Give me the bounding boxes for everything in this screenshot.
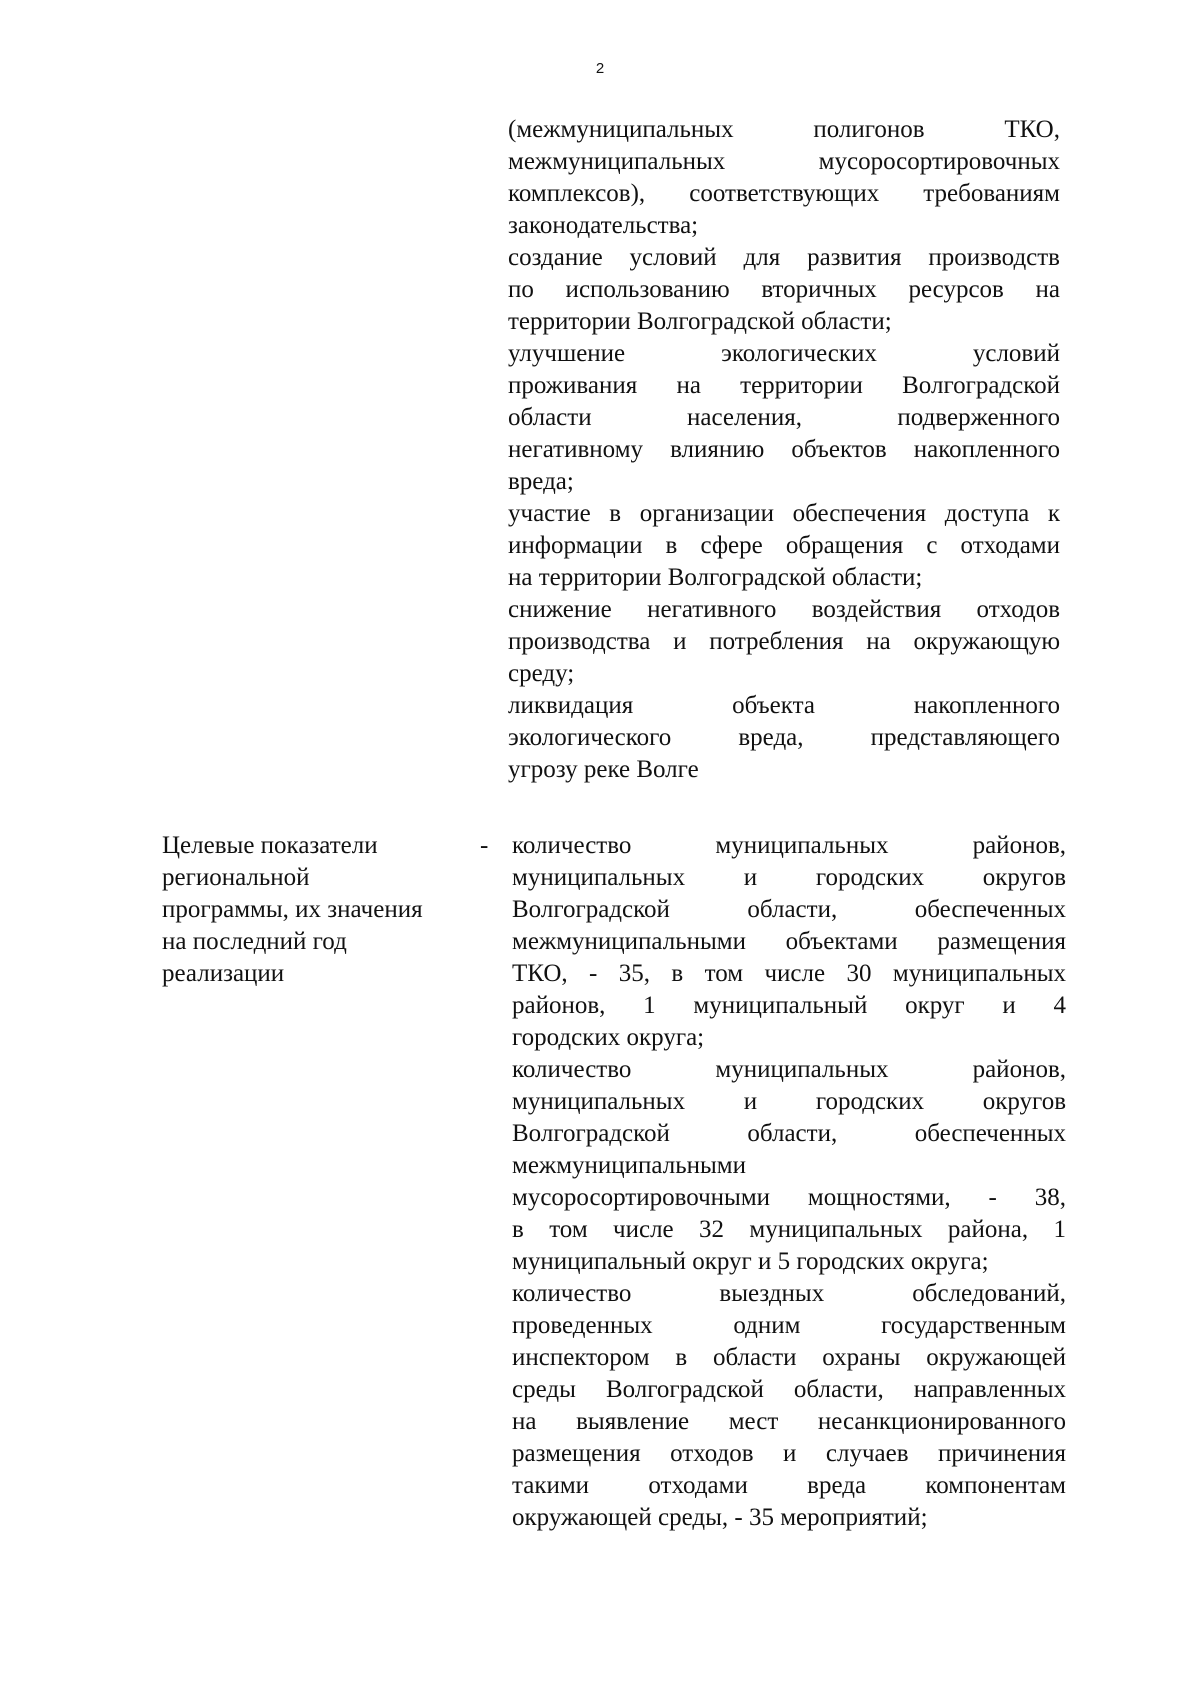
text-line: вреда; [508,468,574,495]
text-line: улучшение экологических условий [508,340,1060,367]
text-line: участие в организации обеспечения доступа к [508,500,1060,527]
text-line: информации в сфере обращения с отходами [508,532,1060,559]
text-line: муниципальных и городских округов [512,864,1066,891]
text-line: комплексов), соответствующих требованиям [508,180,1060,207]
text-line: законодательства; [508,212,699,239]
text-line: количество муниципальных районов, [512,1056,1066,1083]
text-line: мусоросортировочными мощностями, - 38, [512,1184,1066,1211]
text-line: ликвидация объекта накопленного [508,692,1060,719]
text-line: экологического вреда, представляющего [508,724,1060,751]
text-line: территории Волгоградской области; [508,308,892,335]
text-line: межмуниципальных мусоросортировочных [508,148,1060,175]
text-line: среду; [508,660,575,687]
text-line: инспектором в области охраны окружающей [512,1344,1066,1371]
text-line: проживания на территории Волгоградской [508,372,1060,399]
text-line: Волгоградской области, обеспеченных [512,896,1066,923]
text-line: среды Волгоградской области, направленных [512,1376,1066,1403]
text-line: снижение негативного воздействия отходов [508,596,1060,623]
text-line: такими отходами вреда компонентам [512,1472,1066,1499]
text-line: производства и потребления на окружающую [508,628,1060,655]
label-line: Целевые показатели [162,832,378,859]
page-number: 2 [595,60,605,77]
text-line: (межмуниципальных полигонов ТКО, [508,116,1060,143]
indicators-text-block [512,830,1066,1534]
indicators-label [162,830,462,990]
label-line: программы, их значения [162,896,423,923]
text-line: количество выездных обследований, [512,1280,1066,1307]
label-line: на последний год [162,928,347,955]
text-line: создание условий для развития производств [508,244,1060,271]
text-line: окружающей среды, - 35 мероприятий; [512,1504,928,1531]
text-line: на территории Волгоградской области; [508,564,923,591]
text-line: по использованию вторичных ресурсов на [508,276,1060,303]
text-line: на выявление мест несанкционированного [512,1408,1066,1435]
text-line: межмуниципальными [512,1152,746,1179]
text-line: районов, 1 муниципальный округ и 4 [512,992,1066,1019]
label-line: региональной [162,864,310,891]
label-line: реализации [162,960,285,987]
text-line: в том числе 32 муниципальных района, 1 [512,1216,1066,1243]
text-line: количество муниципальных районов, [512,832,1066,859]
text-line: угрозу реке Волге [508,756,699,783]
text-line: ТКО, - 35, в том числе 30 муниципальных [512,960,1066,987]
text-line: проведенных одним государственным [512,1312,1066,1339]
label-dash: - [480,832,489,859]
text-line: городских округа; [512,1024,705,1051]
text-line: муниципальный округ и 5 городских округа; [512,1248,989,1275]
text-line: муниципальных и городских округов [512,1088,1066,1115]
goals-text-block [508,114,1060,786]
text-line: области населения, подверженного [508,404,1060,431]
text-line: Волгоградской области, обеспеченных [512,1120,1066,1147]
text-line: межмуниципальными объектами размещения [512,928,1066,955]
text-line: размещения отходов и случаев причинения [512,1440,1066,1467]
text-line: негативному влиянию объектов накопленного [508,436,1060,463]
